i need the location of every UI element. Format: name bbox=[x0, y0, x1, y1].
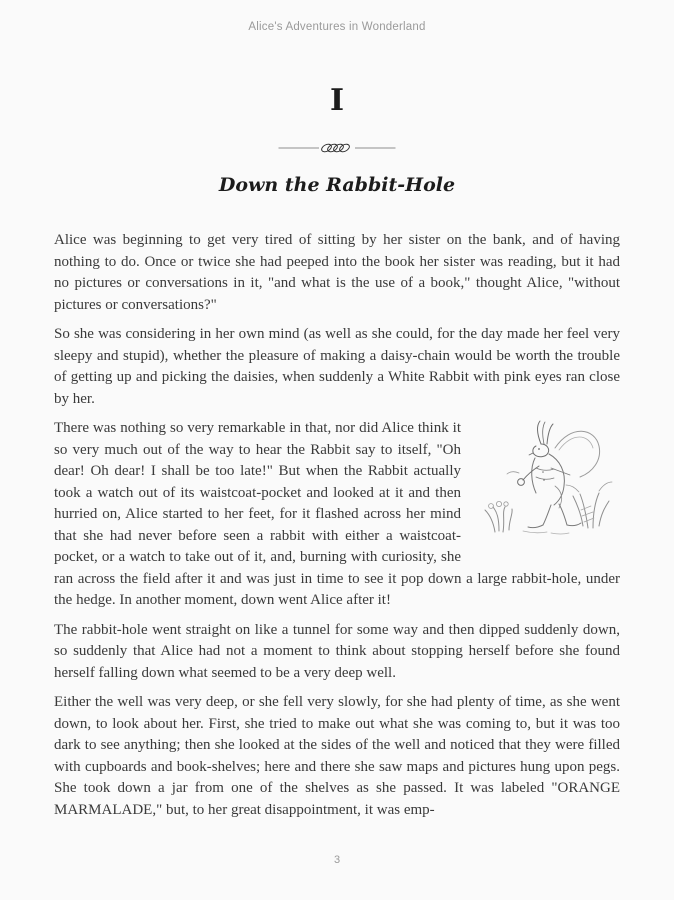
paragraph-5-text: Either the well was very deep, or she fell very slowly, for she had plenty of time, as she went down, to look about her. First, she tried to make out what she was coming to, but it was too dark to see anything; then she looked at the sides of the well and noticed that they were filled with cupboards and book-shelves; here and there she saw maps and pictures hung upon pegs. She took down a jar from one of the shelves as she passed. It was labeled "ORANGE MARMALADE," but, to her great disappointment, it was emp- bbox=[54, 694, 620, 818]
paragraph-2 bbox=[54, 324, 620, 410]
page-number: 3 bbox=[333, 854, 341, 866]
paragraph-5 bbox=[54, 692, 620, 821]
paragraph-4 bbox=[54, 620, 620, 685]
rope-twist-divider-icon bbox=[277, 140, 397, 156]
chapter-title: Down the Rabbit-Hole bbox=[218, 174, 456, 196]
chapter-body bbox=[54, 230, 620, 821]
paragraph-3-text: There was nothing so very remarkable in that, nor did Alice think it so very much out of the way to hear the Rabbit say to itself, "Oh dear! Oh dear! I shall be too late!" But when the Rabbit actually took a watch out of its waistcoat-pocket and looked at it and then hurried on, Alice started to her feet, for it flashed across her mind that she had never before seen a rabbit with either a waistcoat-pocket, or a watch to take out of it, and, burning with curiosity, she ran across the field after it and was just in time to see it pop down a large rabbit-hole, under the hedge. In another moment, down went Alice after it! bbox=[54, 420, 620, 608]
chapter-number: I bbox=[329, 83, 345, 118]
running-header-title: Alice's Adventures in Wonderland bbox=[248, 21, 426, 33]
white-rabbit-illustration bbox=[475, 420, 620, 546]
paragraph-2-text: So she was considering in her own mind (as well as she could, for the day made her feel very sleepy and stupid), whether the pleasure of making a daisy-chain would be worth the trouble of getting up and picking the daisies, when suddenly a White Rabbit with pink eyes ran close by her. bbox=[54, 326, 620, 407]
paragraph-1-text: Alice was beginning to get very tired of sitting by her sister on the bank, and of having nothing to do. Once or twice she had peeped into the book her sister was reading, but it had no pictures or conversations in it, "and what is the use of a book," thought Alice, "without pictures or conversations?" bbox=[54, 232, 620, 313]
paragraph-1 bbox=[54, 230, 620, 316]
paragraph-3 bbox=[54, 418, 620, 612]
paragraph-4-text: The rabbit-hole went straight on like a tunnel for some way and then dipped suddenly down, so suddenly that Alice had not a moment to think about stopping herself before she found herself falling down what seemed to be a very deep well. bbox=[54, 621, 620, 681]
